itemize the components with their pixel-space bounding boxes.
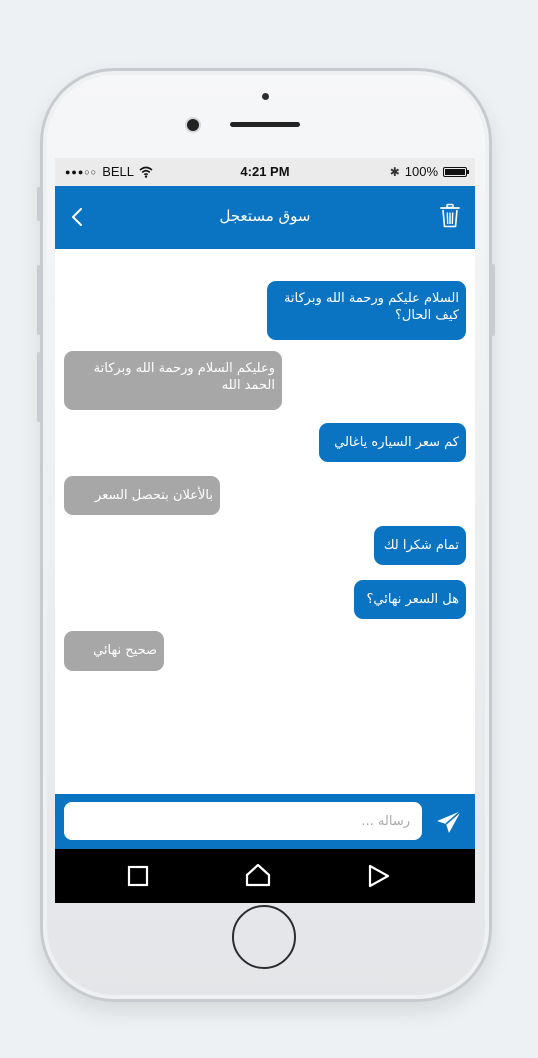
status-bar [55, 158, 475, 186]
earpiece-speaker [230, 122, 300, 127]
app-screen [55, 158, 475, 903]
carrier-name: BELL [102, 164, 134, 179]
message-composer [55, 794, 475, 849]
message-bubble-incoming[interactable]: وعليكم السلام ورحمة الله وبركاتة الحمد الله [64, 351, 282, 410]
bluetooth-icon: ✱ [389, 164, 400, 179]
message-bubble-incoming[interactable]: بالأعلان بتحصل السعر [64, 476, 220, 515]
signal-strength: ●●●○○ [65, 166, 98, 177]
battery-percent: 100% [404, 164, 438, 179]
volume-down-button [37, 352, 41, 422]
power-button [491, 264, 495, 336]
send-icon[interactable] [435, 809, 463, 835]
proximity-sensor [262, 93, 269, 100]
message-input[interactable] [64, 802, 422, 840]
message-list [55, 249, 475, 794]
message-bubble-incoming[interactable]: صحيح نهائي [64, 631, 164, 671]
volume-up-button [37, 265, 41, 335]
home-icon[interactable] [244, 862, 272, 890]
mute-switch [37, 187, 41, 221]
status-time: 4:21 PM [240, 164, 290, 179]
chat-title: سوق مستعجل [219, 207, 311, 225]
battery-icon [443, 167, 467, 177]
message-bubble-outgoing[interactable]: تمام شكرا لك [374, 526, 466, 565]
trash-icon[interactable] [439, 203, 461, 229]
message-bubble-outgoing[interactable]: هل السعر نهائي؟ [354, 580, 466, 619]
back-triangle-icon[interactable] [364, 862, 392, 890]
front-camera [187, 119, 199, 131]
app-header [55, 186, 475, 249]
android-navigation-bar [55, 849, 475, 903]
message-bubble-outgoing[interactable]: كم سعر السياره ياغالي [319, 423, 466, 462]
recents-square-icon[interactable] [124, 862, 152, 890]
phone-home-button[interactable] [232, 905, 296, 969]
message-bubble-outgoing[interactable]: السلام عليكم ورحمة الله وبركاتة كيف الحال؟ [267, 281, 466, 340]
